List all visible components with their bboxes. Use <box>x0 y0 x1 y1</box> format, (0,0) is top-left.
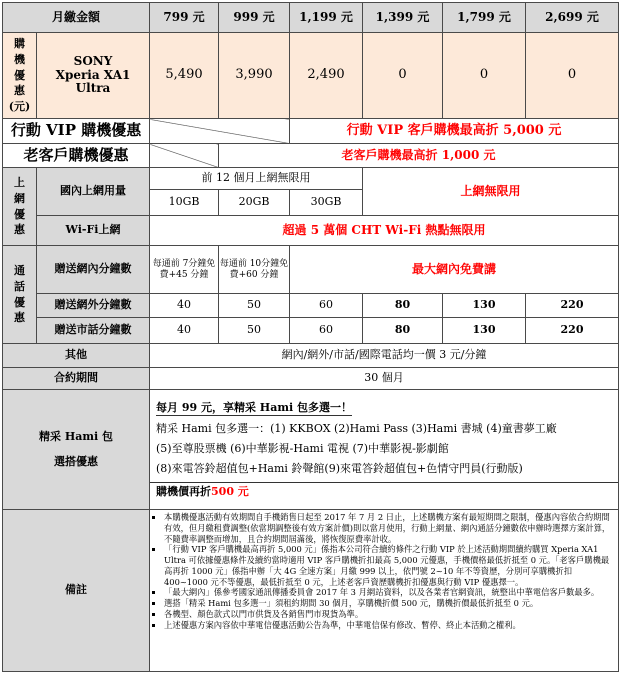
device-price-799: 5,490 <box>150 33 219 119</box>
hami-discount-label: 購機價再折 <box>156 484 212 498</box>
plan-999-header: 999 元 <box>219 3 290 33</box>
wifi-offer: 超過 5 萬個 CHT Wi-Fi 熱點無限用 <box>150 216 619 246</box>
onnet-label: 贈送網內分鐘數 <box>37 246 150 294</box>
domestic-data-top: 前 12 個月上網無限用 <box>150 168 363 190</box>
domestic-data-label: 國內上網用量 <box>37 168 150 216</box>
offnet-799: 40 <box>150 294 219 318</box>
landline-999: 50 <box>219 318 290 344</box>
call-section-label: 通 話 優 惠 <box>3 246 37 344</box>
hami-discount <box>150 482 618 499</box>
offnet-1199: 60 <box>290 294 363 318</box>
plan-1199-header: 1,199 元 <box>290 3 363 33</box>
onnet-999: 每通前 10分鐘免費+60 分鐘 <box>219 246 290 294</box>
contract-label: 合約期間 <box>3 368 150 390</box>
notes-content <box>150 510 619 672</box>
offnet-999: 50 <box>219 294 290 318</box>
data-section-label: 上 網 優 惠 <box>3 168 37 246</box>
wifi-label: Wi-Fi上網 <box>37 216 150 246</box>
domestic-data-799: 10GB <box>150 190 219 216</box>
note-item: ▪ 「最大網內」係參考國家通訊傳播委員會 2017 年 3 月網站資料，以及各業者官網資訊，統整出中華電信客戶數最多。 <box>164 587 614 598</box>
device-price-999: 3,990 <box>219 33 290 119</box>
rate-plan-table <box>2 2 619 672</box>
device-price-1799: 0 <box>443 33 526 119</box>
other-label: 其他 <box>3 344 150 368</box>
hami-title: 每月 99 元，享精采 Hami 包多選一！ <box>156 401 352 417</box>
vip-diagonal-cell <box>150 119 290 144</box>
vip-label: 行動 VIP 購機優惠 <box>3 119 150 144</box>
domestic-data-999: 20GB <box>219 190 290 216</box>
landline-2699: 220 <box>526 318 619 344</box>
hami-discount-value: 500 元 <box>211 484 249 498</box>
note-item: ▪ 本購機優惠活動有效期間自手機銷售日起至 2017 年 7 月 2 日止，上述購機方案有最短期間之限制，優惠內容依合約期間有效，但月繳租費調整(依當期調整後有效方案計價)則以當月使用，行動上網量、網內通話分鐘數依申辦時選擇方案計算，不隨費率調整而增加，且合約期間屆滿後，將恢復原費率計收。 <box>164 512 614 544</box>
landline-799: 40 <box>150 318 219 344</box>
hami-label <box>3 390 150 510</box>
loyal-offer: 老客戶購機最高折 1,000 元 <box>219 144 619 168</box>
notes-label: 備註 <box>3 510 150 672</box>
landline-1199: 60 <box>290 318 363 344</box>
loyal-label: 老客戶購機優惠 <box>3 144 150 168</box>
landline-1399: 80 <box>363 318 443 344</box>
other-text: 網內/網外/市話/國際電話均一價 3 元/分鐘 <box>150 344 619 368</box>
plan-799-header: 799 元 <box>150 3 219 33</box>
hami-line3: (8)來電答鈴超值包+Hami 鈴聲館(9)來電答鈴超值包+色情守門員(行動版) <box>156 461 523 475</box>
device-price-2699: 0 <box>526 33 619 119</box>
hami-line2: (5)至尊股票機 (6)中華影視-Hami 電視 (7)中華影視-影劇館 <box>156 442 449 456</box>
landline-label: 贈送市話分鐘數 <box>37 318 150 344</box>
plan-1399-header: 1,399 元 <box>363 3 443 33</box>
device-price-1399: 0 <box>363 33 443 119</box>
hami-promo <box>150 390 619 510</box>
hami-label-line1: 精采 Hami 包 <box>39 429 113 443</box>
device-section-label: 購 機 優 惠 (元) <box>3 33 37 119</box>
note-item: ▪ 上述優惠方案內容依中華電信優惠活動公告為準，中華電信保有修改、暫停、終止本活動之權利。 <box>164 620 614 631</box>
domestic-data-1199: 30GB <box>290 190 363 216</box>
offnet-1799: 130 <box>443 294 526 318</box>
vip-offer: 行動 VIP 客戶購機最高折 5,000 元 <box>290 119 619 144</box>
header-title: 月繳金額 <box>3 3 150 33</box>
note-item: ▪ 「行動 VIP 客戶購機最高再折 5,000 元」係指本公司符合續約條件之行動 VIP 於上述活動期間續約購買 Xperia XA1 Ultra 可依據優惠條件及續約當時適用 VIP 客戶購機折扣最高 5,000 元優惠，手機價格最低折抵至 0 元。「老客戶購機最高再折 1000 元」係指申辦「大 4G 全速方案」月繳 999 以上，依門號 2~10 年不等資歷，分別可享購機折扣 400~1000 元不等優惠，最低折抵至 0 元，上述老客戶資歷購機折扣優惠與行動 VIP 優惠擇一。 <box>164 544 614 587</box>
plan-2699-header: 2,699 元 <box>526 3 619 33</box>
data-unlimited: 上網無限用 <box>363 168 619 216</box>
note-item: ▪ 選搭「精采 Hami 包多選一」須租約期間 30 個月，享購機折價 500 元，購機折價最低折抵至 0 元。 <box>164 598 614 609</box>
plan-1799-header: 1,799 元 <box>443 3 526 33</box>
device-price-1199: 2,490 <box>290 33 363 119</box>
onnet-free: 最大網內免費講 <box>290 246 619 294</box>
hami-line1: 精采 Hami 包多選一：(1) KKBOX (2)Hami Pass (3)Hami 書城 (4)童書夢工廠 <box>156 422 557 436</box>
loyal-diagonal-cell <box>150 144 219 168</box>
landline-1799: 130 <box>443 318 526 344</box>
offnet-2699: 220 <box>526 294 619 318</box>
note-item: ▪ 各機型、顏色款式以門市供貨及各銷售門市現貨為準。 <box>164 609 614 620</box>
offnet-label: 贈送網外分鐘數 <box>37 294 150 318</box>
device-model: SONY Xperia XA1 Ultra <box>37 33 150 119</box>
offnet-1399: 80 <box>363 294 443 318</box>
onnet-799: 每通前 7分鐘免費+45 分鐘 <box>150 246 219 294</box>
hami-label-line2: 選搭優惠 <box>54 454 98 468</box>
contract-text: 30 個月 <box>150 368 619 390</box>
